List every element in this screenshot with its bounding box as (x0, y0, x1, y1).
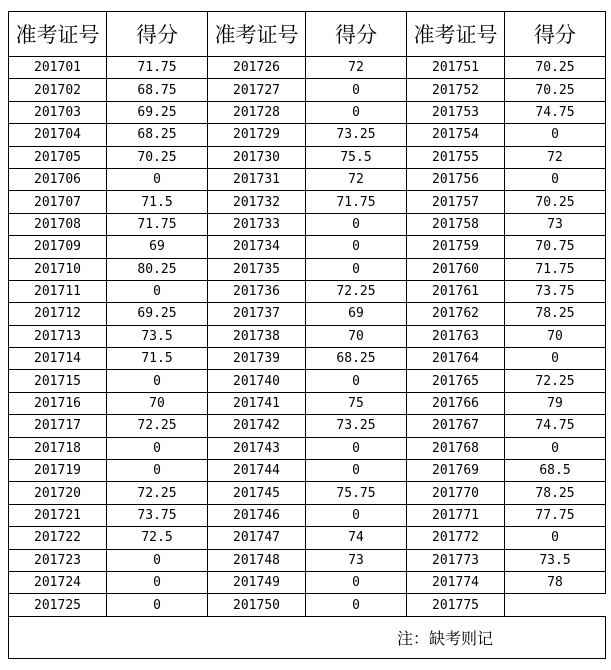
table-row (9, 191, 606, 213)
score-cell: 69 (306, 303, 407, 325)
score-cell: 79 (505, 392, 606, 414)
score-cell: 68.75 (107, 79, 208, 101)
exam-id-cell: 201760 (407, 258, 505, 280)
score-cell: 78.25 (505, 482, 606, 504)
score-cell: 71.5 (107, 348, 208, 370)
exam-id-cell: 201744 (208, 460, 306, 482)
score-cell: 0 (505, 348, 606, 370)
exam-id-cell: 201721 (9, 504, 107, 526)
score-cell: 69.25 (107, 101, 208, 123)
exam-id-cell: 201724 (9, 571, 107, 593)
exam-id-cell: 201702 (9, 79, 107, 101)
score-cell: 74.75 (505, 101, 606, 123)
exam-id-cell: 201720 (9, 482, 107, 504)
score-cell: 68.25 (107, 124, 208, 146)
exam-id-cell: 201742 (208, 415, 306, 437)
exam-id-cell: 201740 (208, 370, 306, 392)
exam-id-cell: 201756 (407, 168, 505, 190)
exam-id-cell: 201733 (208, 213, 306, 235)
exam-id-cell: 201753 (407, 101, 505, 123)
score-cell: 0 (306, 571, 407, 593)
score-cell: 72.25 (107, 482, 208, 504)
score-cell: 68.5 (505, 460, 606, 482)
exam-id-cell: 201730 (208, 146, 306, 168)
table-row (9, 460, 606, 482)
exam-id-cell: 201703 (9, 101, 107, 123)
score-cell: 75.75 (306, 482, 407, 504)
score-cell: 0 (306, 594, 407, 616)
exam-id-cell: 201769 (407, 460, 505, 482)
exam-id-cell: 201736 (208, 280, 306, 302)
score-cell: 74 (306, 527, 407, 549)
table-row (9, 348, 606, 370)
header-cell: 得分 (107, 12, 208, 57)
score-cell: 75.5 (306, 146, 407, 168)
exam-id-cell: 201712 (9, 303, 107, 325)
exam-id-cell: 201757 (407, 191, 505, 213)
table-row (9, 482, 606, 504)
score-cell: 72 (306, 57, 407, 79)
exam-id-cell: 201759 (407, 236, 505, 258)
exam-id-cell: 201716 (9, 392, 107, 414)
table-row (9, 213, 606, 235)
table-row (9, 594, 606, 616)
score-cell: 71.75 (306, 191, 407, 213)
score-cell: 73 (505, 213, 606, 235)
exam-id-cell: 201768 (407, 437, 505, 459)
score-cell: 71.75 (107, 213, 208, 235)
score-cell: 70 (505, 325, 606, 347)
exam-id-cell: 201755 (407, 146, 505, 168)
exam-id-cell: 201766 (407, 392, 505, 414)
exam-id-cell: 201758 (407, 213, 505, 235)
table-row (9, 101, 606, 123)
exam-id-cell: 201719 (9, 460, 107, 482)
score-cell: 0 (107, 594, 208, 616)
exam-id-cell: 201748 (208, 549, 306, 571)
score-cell: 70.75 (505, 236, 606, 258)
table-row (9, 392, 606, 414)
exam-id-cell: 201727 (208, 79, 306, 101)
score-cell: 70.25 (107, 146, 208, 168)
score-cell: 0 (306, 437, 407, 459)
score-cell: 0 (505, 437, 606, 459)
score-cell: 0 (306, 460, 407, 482)
exam-id-cell: 201739 (208, 348, 306, 370)
score-cell: 72.25 (306, 280, 407, 302)
score-cell: 73.5 (107, 325, 208, 347)
exam-id-cell: 201713 (9, 325, 107, 347)
score-cell: 72.25 (505, 370, 606, 392)
exam-id-cell: 201761 (407, 280, 505, 302)
exam-id-cell: 201762 (407, 303, 505, 325)
score-cell: 71.75 (505, 258, 606, 280)
score-cell: 0 (505, 124, 606, 146)
score-cell: 70 (306, 325, 407, 347)
table-row (9, 124, 606, 146)
score-cell: 72.5 (107, 527, 208, 549)
score-cell: 0 (306, 236, 407, 258)
exam-id-cell: 201708 (9, 213, 107, 235)
exam-id-cell: 201709 (9, 236, 107, 258)
exam-id-cell: 201772 (407, 527, 505, 549)
score-cell: 0 (505, 168, 606, 190)
score-cell: 70.25 (505, 191, 606, 213)
exam-id-cell: 201707 (9, 191, 107, 213)
table-row (9, 504, 606, 526)
table-row (9, 549, 606, 571)
score-cell: 73.5 (505, 549, 606, 571)
exam-id-cell: 201729 (208, 124, 306, 146)
exam-id-cell: 201745 (208, 482, 306, 504)
exam-id-cell: 201722 (9, 527, 107, 549)
note-row (9, 616, 606, 658)
exam-id-cell: 201743 (208, 437, 306, 459)
score-cell: 0 (107, 571, 208, 593)
score-cell: 0 (107, 168, 208, 190)
exam-id-cell: 201704 (9, 124, 107, 146)
exam-id-cell: 201731 (208, 168, 306, 190)
score-cell: 70 (107, 392, 208, 414)
score-cell: 78.25 (505, 303, 606, 325)
table-row (9, 527, 606, 549)
exam-id-cell: 201738 (208, 325, 306, 347)
score-cell: 77.75 (505, 504, 606, 526)
score-cell: 80.25 (107, 258, 208, 280)
exam-id-cell: 201726 (208, 57, 306, 79)
score-cell: 70.25 (505, 79, 606, 101)
table-row (9, 415, 606, 437)
score-cell: 0 (306, 213, 407, 235)
table-row (9, 168, 606, 190)
header-cell: 准考证号 (407, 12, 505, 57)
exam-id-cell: 201770 (407, 482, 505, 504)
score-cell: 68.25 (306, 348, 407, 370)
header-row (9, 12, 606, 57)
exam-id-cell: 201735 (208, 258, 306, 280)
score-cell: 0 (107, 437, 208, 459)
exam-id-cell: 201746 (208, 504, 306, 526)
score-table (8, 11, 606, 659)
header-cell: 准考证号 (9, 12, 107, 57)
exam-id-cell: 201764 (407, 348, 505, 370)
table-row (9, 236, 606, 258)
note-text: 注：缺考则记 (9, 616, 606, 658)
exam-id-cell: 201701 (9, 57, 107, 79)
score-cell: 72 (306, 168, 407, 190)
exam-id-cell: 201705 (9, 146, 107, 168)
exam-id-cell: 201725 (9, 594, 107, 616)
exam-id-cell: 201749 (208, 571, 306, 593)
score-cell: 73.25 (306, 124, 407, 146)
score-cell: 0 (107, 549, 208, 571)
score-cell: 73.25 (306, 415, 407, 437)
header-cell: 得分 (505, 12, 606, 57)
score-cell: 69 (107, 236, 208, 258)
exam-id-cell: 201732 (208, 191, 306, 213)
exam-id-cell: 201717 (9, 415, 107, 437)
table-row (9, 325, 606, 347)
score-cell: 71.75 (107, 57, 208, 79)
exam-id-cell: 201773 (407, 549, 505, 571)
exam-id-cell: 201710 (9, 258, 107, 280)
table-row (9, 370, 606, 392)
score-cell: 0 (306, 79, 407, 101)
exam-id-cell: 201750 (208, 594, 306, 616)
score-cell: 0 (306, 370, 407, 392)
exam-id-cell: 201714 (9, 348, 107, 370)
exam-id-cell: 201767 (407, 415, 505, 437)
exam-id-cell: 201754 (407, 124, 505, 146)
header-cell: 准考证号 (208, 12, 306, 57)
table-row (9, 146, 606, 168)
exam-id-cell: 201775 (407, 594, 505, 616)
exam-id-cell: 201737 (208, 303, 306, 325)
exam-id-cell: 201751 (407, 57, 505, 79)
score-cell: 72 (505, 146, 606, 168)
score-cell: 0 (107, 370, 208, 392)
score-cell: 73.75 (505, 280, 606, 302)
score-cell: 69.25 (107, 303, 208, 325)
header-cell: 得分 (306, 12, 407, 57)
exam-id-cell: 201771 (407, 504, 505, 526)
table-row (9, 303, 606, 325)
score-cell: 71.5 (107, 191, 208, 213)
exam-id-cell: 201718 (9, 437, 107, 459)
score-cell: 0 (306, 101, 407, 123)
score-cell: 75 (306, 392, 407, 414)
score-cell: 0 (306, 258, 407, 280)
table-row (9, 437, 606, 459)
score-cell: 0 (107, 280, 208, 302)
score-cell: 0 (306, 504, 407, 526)
score-cell: 74.75 (505, 415, 606, 437)
score-cell: 0 (107, 460, 208, 482)
table-row (9, 571, 606, 593)
table-row (9, 258, 606, 280)
exam-id-cell: 201715 (9, 370, 107, 392)
score-cell: 78 (505, 571, 606, 593)
exam-id-cell: 201774 (407, 571, 505, 593)
exam-id-cell: 201763 (407, 325, 505, 347)
table-row (9, 280, 606, 302)
exam-id-cell: 201747 (208, 527, 306, 549)
exam-id-cell: 201728 (208, 101, 306, 123)
table-row (9, 57, 606, 79)
exam-id-cell: 201711 (9, 280, 107, 302)
score-cell (505, 594, 606, 616)
exam-id-cell: 201765 (407, 370, 505, 392)
score-cell: 73 (306, 549, 407, 571)
score-cell: 72.25 (107, 415, 208, 437)
score-cell: 73.75 (107, 504, 208, 526)
exam-id-cell: 201706 (9, 168, 107, 190)
exam-id-cell: 201752 (407, 79, 505, 101)
table-row (9, 79, 606, 101)
score-cell: 70.25 (505, 57, 606, 79)
exam-id-cell: 201741 (208, 392, 306, 414)
score-cell: 0 (505, 527, 606, 549)
exam-id-cell: 201723 (9, 549, 107, 571)
exam-id-cell: 201734 (208, 236, 306, 258)
